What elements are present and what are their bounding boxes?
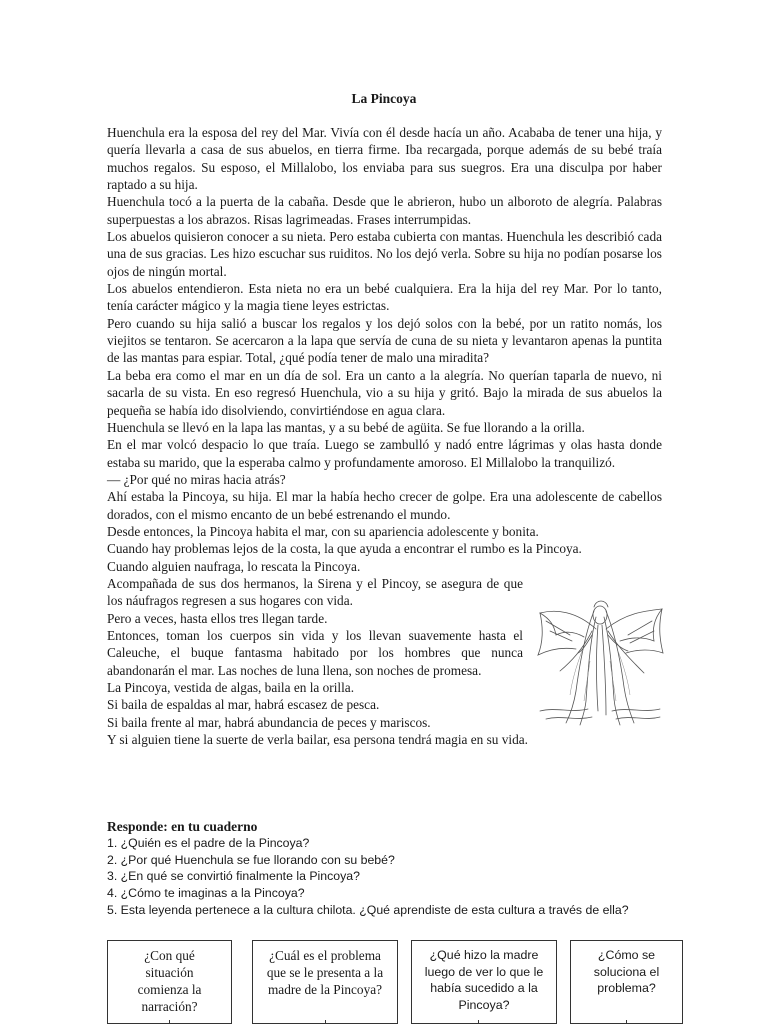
paragraph: La beba era como el mar en un día de sol. Era un canto a la alegría. No querían taparla de nuevo, ni sacarla de su vista. En eso regresó Huenchula, vio a su hija y gritó. Bajo la mirada de sus abuelos la pequeña se había ido disolviendo, convirtiéndose en agua clara. <box>107 367 662 418</box>
paragraph: La Pincoya, vestida de algas, baila en la orilla. <box>107 680 355 695</box>
connector-line <box>478 1020 479 1024</box>
question-box-4 <box>570 940 683 1024</box>
paragraph: Huenchula se llevó en la lapa las mantas, y a su bebé de agüita. Se fue llorando a la orilla. <box>107 419 585 435</box>
paragraph: Acompañada de sus dos hermanos, la Sirena y el Pincoy, se asegura de que los náufragos regresen a sus hogares con vida. <box>107 575 523 609</box>
paragraph: Entonces, toman los cuerpos sin vida y los llevan suavemente hasta el Caleuche, el buque fantasma habitado por los hombres que nunca abandonarán el mar. Las noches de luna llena, son noches de promesa. <box>107 627 523 678</box>
paragraph: Los abuelos quisieron conocer a su nieta. Pero estaba cubierta con mantas. Huenchula les describió cada una de sus gracias. Les hizo escuchar sus ruiditos. No los dejó verla. Sobre su hija no podían posarse los ojos de ningún mortal. <box>107 229 662 279</box>
paragraph: Cuando hay problemas lejos de la costa, la que ayuda a encontrar el rumbo es la Pincoya. <box>107 541 582 557</box>
question-item: 5. Esta leyenda pertenece a la cultura chilota. ¿Qué aprendiste de esta cultura a través de ella? <box>107 902 629 917</box>
questions-section <box>107 818 662 919</box>
paragraph: Pero cuando su hija salió a buscar los regalos y los dejó solos con la bebé, por un ratito nomás, los viejitos se tentaron. Se acercaron a la lapa que servía de cuna de su nieta y levantaron apenas la puntita de las mantas para espiar. Total, ¿qué podía tener de malo una miradita? <box>107 315 662 366</box>
paragraph: Huenchula era la esposa del rey del Mar. Vivía con él desde hacía un año. Acababa de tener una hija, y quería llevarla a casa de sus abuelos, en tierra firme. Iba recargada, porque además de su bebé traía muchos regalos. Su esposo, el Millalobo, los enviaba para sus suegros. Era una disculpa por haber raptado a su hija. <box>107 125 662 193</box>
paragraph: Pero a veces, hasta ellos tres llegan tarde. <box>107 610 328 626</box>
question-item: 2. ¿Por qué Huenchula se fue llorando con su bebé? <box>107 852 395 867</box>
page-title: La Pincoya <box>351 91 417 106</box>
question-box-text: ¿Con qué situación comienza la narración? <box>137 948 202 1014</box>
paragraph: Si baila de espaldas al mar, habrá escasez de pesca. <box>107 697 380 713</box>
question-box-text: ¿Cuál es el problema que se le presenta a la madre de la Pincoya? <box>266 948 384 997</box>
question-box-text: ¿Qué hizo la madre luego de ver lo que le había sucedido a la Pincoya? <box>424 948 544 1012</box>
paragraph: Si baila frente al mar, habrá abundancia de peces y mariscos. <box>107 714 431 730</box>
connector-line <box>325 1020 326 1024</box>
question-box-2 <box>252 940 398 1024</box>
questions-heading: Responde: en tu cuaderno <box>107 819 258 834</box>
paragraph: Huenchula tocó a la puerta de la cabaña. Desde que le abrieron, hubo un alboroto de alegría. Palabras superpuestas a los abrazos. Risas lagrimeadas. Frases interrumpidas. <box>107 194 662 227</box>
question-item: 3. ¿En qué se convirtió finalmente la Pincoya? <box>107 869 360 884</box>
paragraph: Ahí estaba la Pincoya, su hija. El mar la había hecho crecer de golpe. Era una adolescente de cabellos dorados, con el mismo encanto de un bebé estrenando el mundo. <box>107 489 662 522</box>
question-item: 4. ¿Cómo te imaginas a la Pincoya? <box>107 886 305 901</box>
paragraph: Cuando alguien naufraga, lo rescata la Pincoya. <box>107 558 361 574</box>
paragraph: Desde entonces, la Pincoya habita el mar, con su apariencia adolescente y bonita. <box>107 523 539 539</box>
question-box-1 <box>107 940 232 1024</box>
paragraph: Y si alguien tiene la suerte de verla bailar, esa persona tendrá magia en su vida. <box>107 732 528 748</box>
paragraph: Los abuelos entendieron. Esta nieta no era un bebé cualquiera. Era la hija del rey Mar. Por lo tanto, tenía carácter mágico y la magia tiene leyes estrictas. <box>107 281 662 314</box>
connector-line <box>169 1020 170 1024</box>
paragraph: — ¿Por qué no miras hacia atrás? <box>107 471 286 487</box>
question-box-3 <box>411 940 557 1024</box>
connector-line <box>626 1020 627 1024</box>
pincoya-drawing-icon <box>536 591 664 727</box>
paragraph: En el mar volcó despacio lo que traía. Luego se zambulló y nadó entre lágrimas y olas hasta donde estaba su marido, que la esperaba calmo y profundamente amoroso. El Millalobo la tranquilizó. <box>107 437 662 470</box>
pincoya-illustration <box>536 591 664 727</box>
question-item: 1. ¿Quién es el padre de la Pincoya? <box>107 836 310 850</box>
question-box-text: ¿Cómo se soluciona el problema? <box>593 948 660 995</box>
